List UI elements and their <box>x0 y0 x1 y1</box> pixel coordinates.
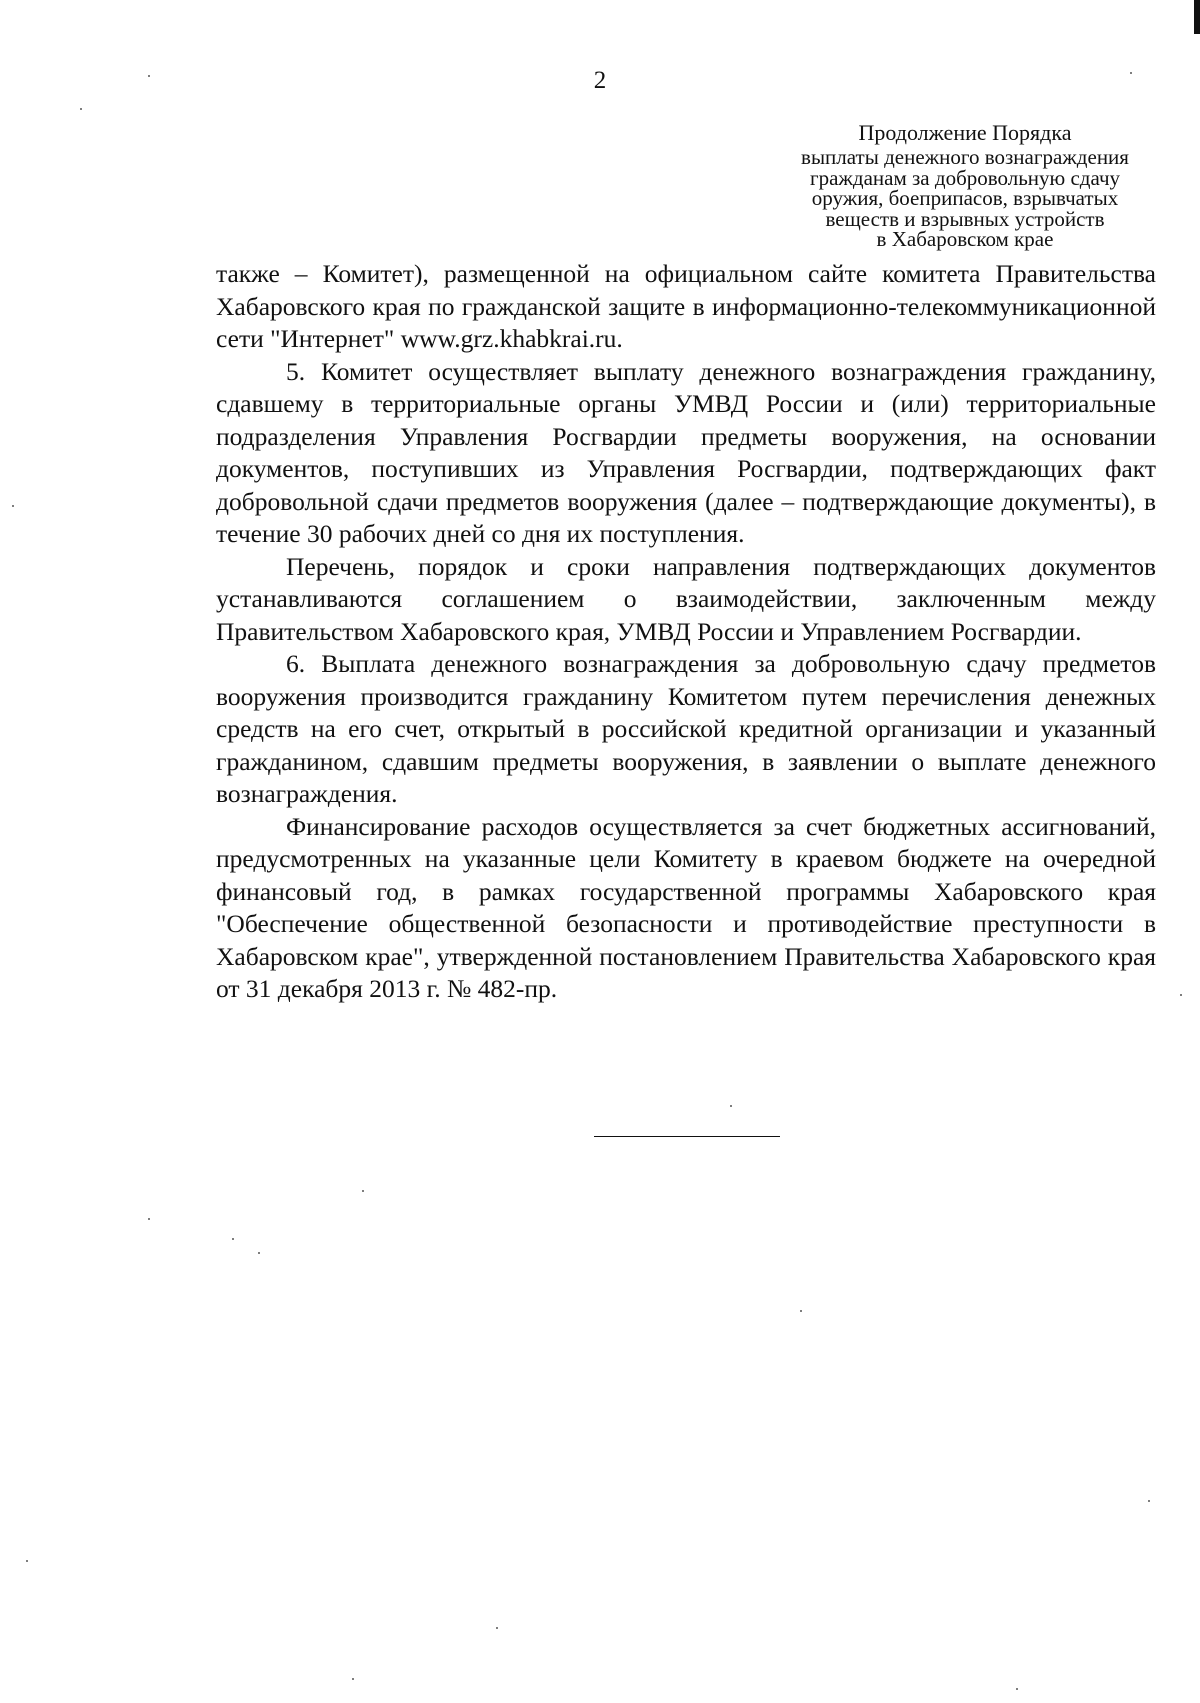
document-body <box>216 258 1156 1006</box>
end-of-document-rule <box>594 1136 780 1137</box>
page-number: 2 <box>593 67 607 94</box>
header-line: в Хабаровском крае <box>876 227 1054 251</box>
header-line: оружия, боеприпасов, взрывчатых <box>811 186 1119 210</box>
header-line: гражданам за добровольную сдачу <box>809 165 1121 190</box>
body-paragraph-clause-5: 5. Комитет осуществляет выплату денежного вознаграждения гражданину, сдавшему в территориальные органы УМВД России и (или) территориальные подразделения Управления Росгвардии предметы вооружения, на основании документов, поступивших из Управления Росгвардии, подтверждающих факт добровольной сдачи предметов вооружения (далее – подтверждающие документы), в течение 30 рабочих дней со дня их поступления. <box>216 356 1156 548</box>
body-paragraph: также – Комитет), размещенной на официальном сайте комитета Правительства Хабаровского края по гражданской защите в информационно-телекоммуникационной сети "Интернет" www.grz.khabkrai.ru. <box>216 259 1156 353</box>
header-line: веществ и взрывных устройств <box>825 206 1105 231</box>
header-line: выплаты денежного вознаграждения <box>801 145 1129 169</box>
header-title: Продолжение Порядка <box>858 120 1072 145</box>
body-paragraph-clause-6: 6. Выплата денежного вознаграждения за добровольную сдачу предметов вооружения производится гражданину Комитетом путем перечисления денежных средств на его счет, открытый в российской кредитной организации и указанный гражданином, сдавшим предметы вооружения, в заявлении о выплате денежного вознаграждения. <box>216 649 1156 808</box>
document-header <box>760 118 1170 250</box>
body-paragraph: Перечень, порядок и сроки направления подтверждающих документов устанавливаются соглашением о взаимодействии, заключенным между Правительством Хабаровского края, УМВД России и Управлением Росгвардии. <box>216 551 1156 646</box>
scan-corner-mark <box>1194 0 1200 34</box>
body-paragraph: Финансирование расходов осуществляется за счет бюджетных ассигнований, предусмотренных на указанные цели Комитету в краевом бюджете на очередной финансовый год, в рамках государственной программы Хабаровского края "Обеспечение общественной безопасности и противодействие преступности в Хабаровском крае", утвержденной постановлением Правительства Хабаровского края от 31 декабря 2013 г. № 482-пр. <box>216 811 1156 1003</box>
